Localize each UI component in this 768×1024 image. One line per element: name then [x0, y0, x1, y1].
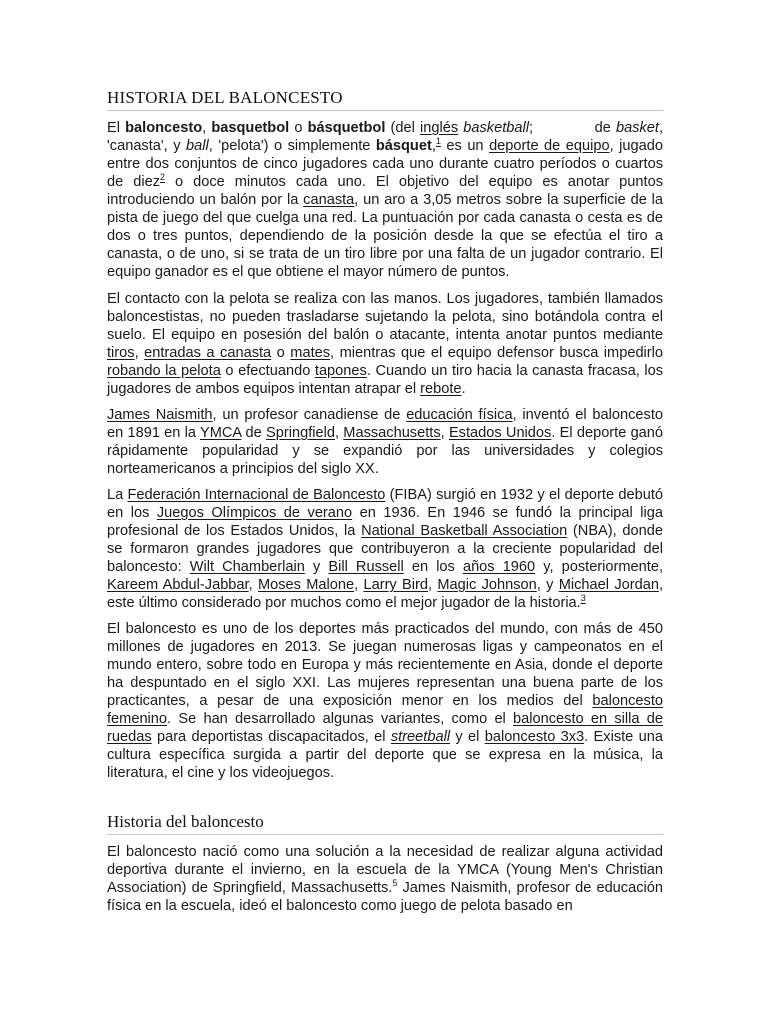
link-magic-johnson[interactable]: Magic Johnson	[437, 577, 537, 593]
text-run: El contacto con la pelota se realiza con las manos. Los jugadores, también llamados baloncestistas, no pueden trasladarse sujetando la pelota, sino botándola contra el suelo. El equipo en posesión del balón o atacante, intenta anotar puntos mediante	[107, 291, 663, 343]
link-moses-malone[interactable]: Moses Malone	[257, 577, 355, 593]
text-run: en 1936. En 1946 se fundó la principal liga profesional de los Estados Unidos, la	[107, 505, 663, 539]
link-larry-bird[interactable]: Larry Bird	[363, 577, 428, 593]
text-run: ,	[428, 577, 438, 593]
text-run: , mientras que el equipo defensor busca impedirlo	[330, 345, 664, 361]
link-anos-1960[interactable]: años 1960	[462, 559, 536, 575]
link-kareem-abdul-jabbar[interactable]: Kareem Abdul-Jabbar	[107, 577, 249, 593]
text-run: . Cuando un tiro hacia la canasta fracasa, los jugadores de ambos equipos intentan atrapar el	[107, 363, 663, 397]
paragraph-history	[107, 843, 663, 915]
text-run: y	[304, 559, 329, 575]
page-title: HISTORIA DEL BALONCESTO	[107, 88, 663, 111]
footnote-link-1[interactable]: 1	[435, 136, 441, 147]
text-run: , un aro a 3,05 metros sobre la superficie de la pista de juego del que cuelga una red. La puntuación por cada canasta o cesta es de dos o tres puntos, dependiendo de la posición desde la que se efectúa el tiro a canasta, o de uno, si se trata de un tiro libre por una falta de un jugador contrario. El equipo ganador es el que obtiene el mayor número de puntos.	[107, 192, 663, 280]
italic-term-basketball: basketball	[463, 120, 529, 136]
text-run: de	[241, 425, 267, 441]
footnote-link-2[interactable]: 2	[160, 172, 166, 183]
text-run: o	[271, 345, 291, 361]
text-run: , 'canasta', y	[107, 120, 664, 154]
paragraph-popularity	[107, 620, 663, 782]
link-massachusetts[interactable]: Massachusetts	[343, 425, 441, 441]
link-ingles[interactable]: inglés	[420, 120, 459, 136]
link-springfield[interactable]: Springfield	[266, 425, 335, 441]
text-run: ,	[202, 120, 212, 136]
section-heading: Historia del baloncesto	[107, 812, 663, 835]
text-run: ,	[354, 577, 364, 593]
link-deporte-de-equipo[interactable]: deporte de equipo	[489, 138, 610, 154]
text-run: James Naismith, profesor de educación física en la escuela, ideó el baloncesto como juego de pelota basado en	[107, 880, 663, 914]
link-ymca[interactable]: YMCA	[199, 425, 242, 441]
link-nba[interactable]: National Basketball Association	[361, 523, 568, 539]
text-run: El baloncesto nació como una solución a la necesidad de realizar alguna actividad deportiva durante el invierno, en la escuela de la YMCA (Young Men's Christian Association) de Springfield, Massachusetts.	[107, 844, 663, 896]
bold-term-baloncesto: baloncesto	[125, 120, 203, 136]
document-body	[107, 88, 663, 923]
bold-term-basquet: básquet	[375, 138, 432, 154]
text-run: (NBA), donde se formaron grandes jugadores que contribuyeron a la creciente popularidad del baloncesto:	[107, 523, 663, 575]
text-run: . El deporte ganó rápidamente popularidad y se expandió por las universidades y colegios norteamericanos a principios del siglo XX.	[107, 425, 664, 477]
text-run: , inventó el baloncesto en 1891 en la	[107, 407, 663, 441]
footnote-5: 5	[392, 878, 398, 889]
text-run: (FIBA) surgió en 1932 y el deporte debutó en los	[107, 487, 663, 521]
text-run: o doce minutos cada uno. El objetivo del equipo es anotar puntos introduciendo un balón por la	[107, 174, 663, 208]
text-run: para deportistas discapacitados, el	[151, 729, 391, 745]
text-run: La	[107, 487, 128, 503]
text-run: . Se han desarrollado algunas variantes, como el	[167, 711, 514, 727]
link-robando-la-pelota[interactable]: robando la pelota	[107, 363, 221, 379]
link-juegos-olimpicos[interactable]: Juegos Olímpicos de verano	[156, 505, 353, 521]
text-run: y, posteriormente,	[535, 559, 663, 575]
paragraph-rules	[107, 290, 663, 398]
footnote-link-3[interactable]: 3	[580, 593, 586, 604]
link-canasta[interactable]: canasta	[303, 192, 355, 208]
link-fiba[interactable]: Federación Internacional de Baloncesto	[127, 487, 386, 503]
bold-term-basquetbol-accent: básquetbol	[307, 120, 386, 136]
text-run: o efectuando	[220, 363, 315, 379]
link-michael-jordan[interactable]: Michael Jordan	[558, 577, 659, 593]
link-bill-russell[interactable]: Bill Russell	[328, 559, 404, 575]
link-estados-unidos[interactable]: Estados Unidos	[448, 425, 552, 441]
text-run: ,	[440, 425, 449, 441]
text-run: ,	[431, 138, 436, 154]
text-run: , un profesor canadiense de	[212, 407, 407, 423]
text-run: . Existe una cultura específica surgida a partir del deporte que se expresa en la música, la literatura, el cine y los videojuegos.	[107, 729, 663, 781]
text-run: , 'pelota') o simplemente	[208, 138, 376, 154]
link-baloncesto-silla-ruedas[interactable]: baloncesto en silla de ruedas	[107, 711, 663, 745]
text-run: , este último considerado por muchos como el mejor jugador de la historia.	[107, 577, 664, 611]
text-run: o	[289, 120, 308, 136]
text-run: ,	[248, 577, 258, 593]
text-run: (del	[385, 120, 420, 136]
text-run: , jugado entre dos conjuntos de cinco jugadores cada uno durante cuatro períodos o cuartos de diez	[107, 138, 664, 190]
text-run: El	[107, 120, 126, 136]
link-educacion-fisica[interactable]: educación física	[406, 407, 513, 423]
paragraph-origin	[107, 406, 663, 478]
section-spacer	[107, 790, 663, 812]
link-tapones[interactable]: tapones	[314, 363, 367, 379]
text-run: ,	[335, 425, 344, 441]
text-run: ; de	[529, 120, 616, 136]
italic-term-ball: ball	[186, 138, 209, 154]
link-tiros[interactable]: tiros	[107, 345, 135, 361]
paragraph-fiba-nba	[107, 486, 663, 612]
text-run: , y	[536, 577, 559, 593]
link-mates[interactable]: mates	[290, 345, 331, 361]
text-run: .	[461, 381, 466, 397]
text-run: ,	[134, 345, 145, 361]
text-run: es un	[440, 138, 490, 154]
link-entradas-a-canasta[interactable]: entradas a canasta	[144, 345, 272, 361]
link-wilt-chamberlain[interactable]: Wilt Chamberlain	[189, 559, 305, 575]
text-run: y el	[450, 729, 485, 745]
link-baloncesto-3x3[interactable]: baloncesto 3x3	[484, 729, 585, 745]
link-james-naismith[interactable]: James Naismith	[107, 407, 213, 423]
bold-term-basquetbol: basquetbol	[211, 120, 290, 136]
italic-term-basket: basket	[615, 120, 659, 136]
paragraph-intro	[107, 119, 663, 281]
text-run: El baloncesto es uno de los deportes más practicados del mundo, con más de 450 millones de jugadores en 2013. Se juegan numerosas ligas y campeonatos en el mundo entero, sobre todo en Europa y más recientemente en Asia, donde el deporte ha despuntado en el siglo XXI. Las mujeres representan una buena parte de los practicantes, a pesar de una exposición menor en los medios del	[107, 621, 663, 709]
link-streetball[interactable]: streetball	[390, 729, 451, 745]
link-baloncesto-femenino[interactable]: baloncesto femenino	[107, 693, 663, 727]
text-run: en los	[403, 559, 463, 575]
link-rebote[interactable]: rebote	[420, 381, 462, 397]
